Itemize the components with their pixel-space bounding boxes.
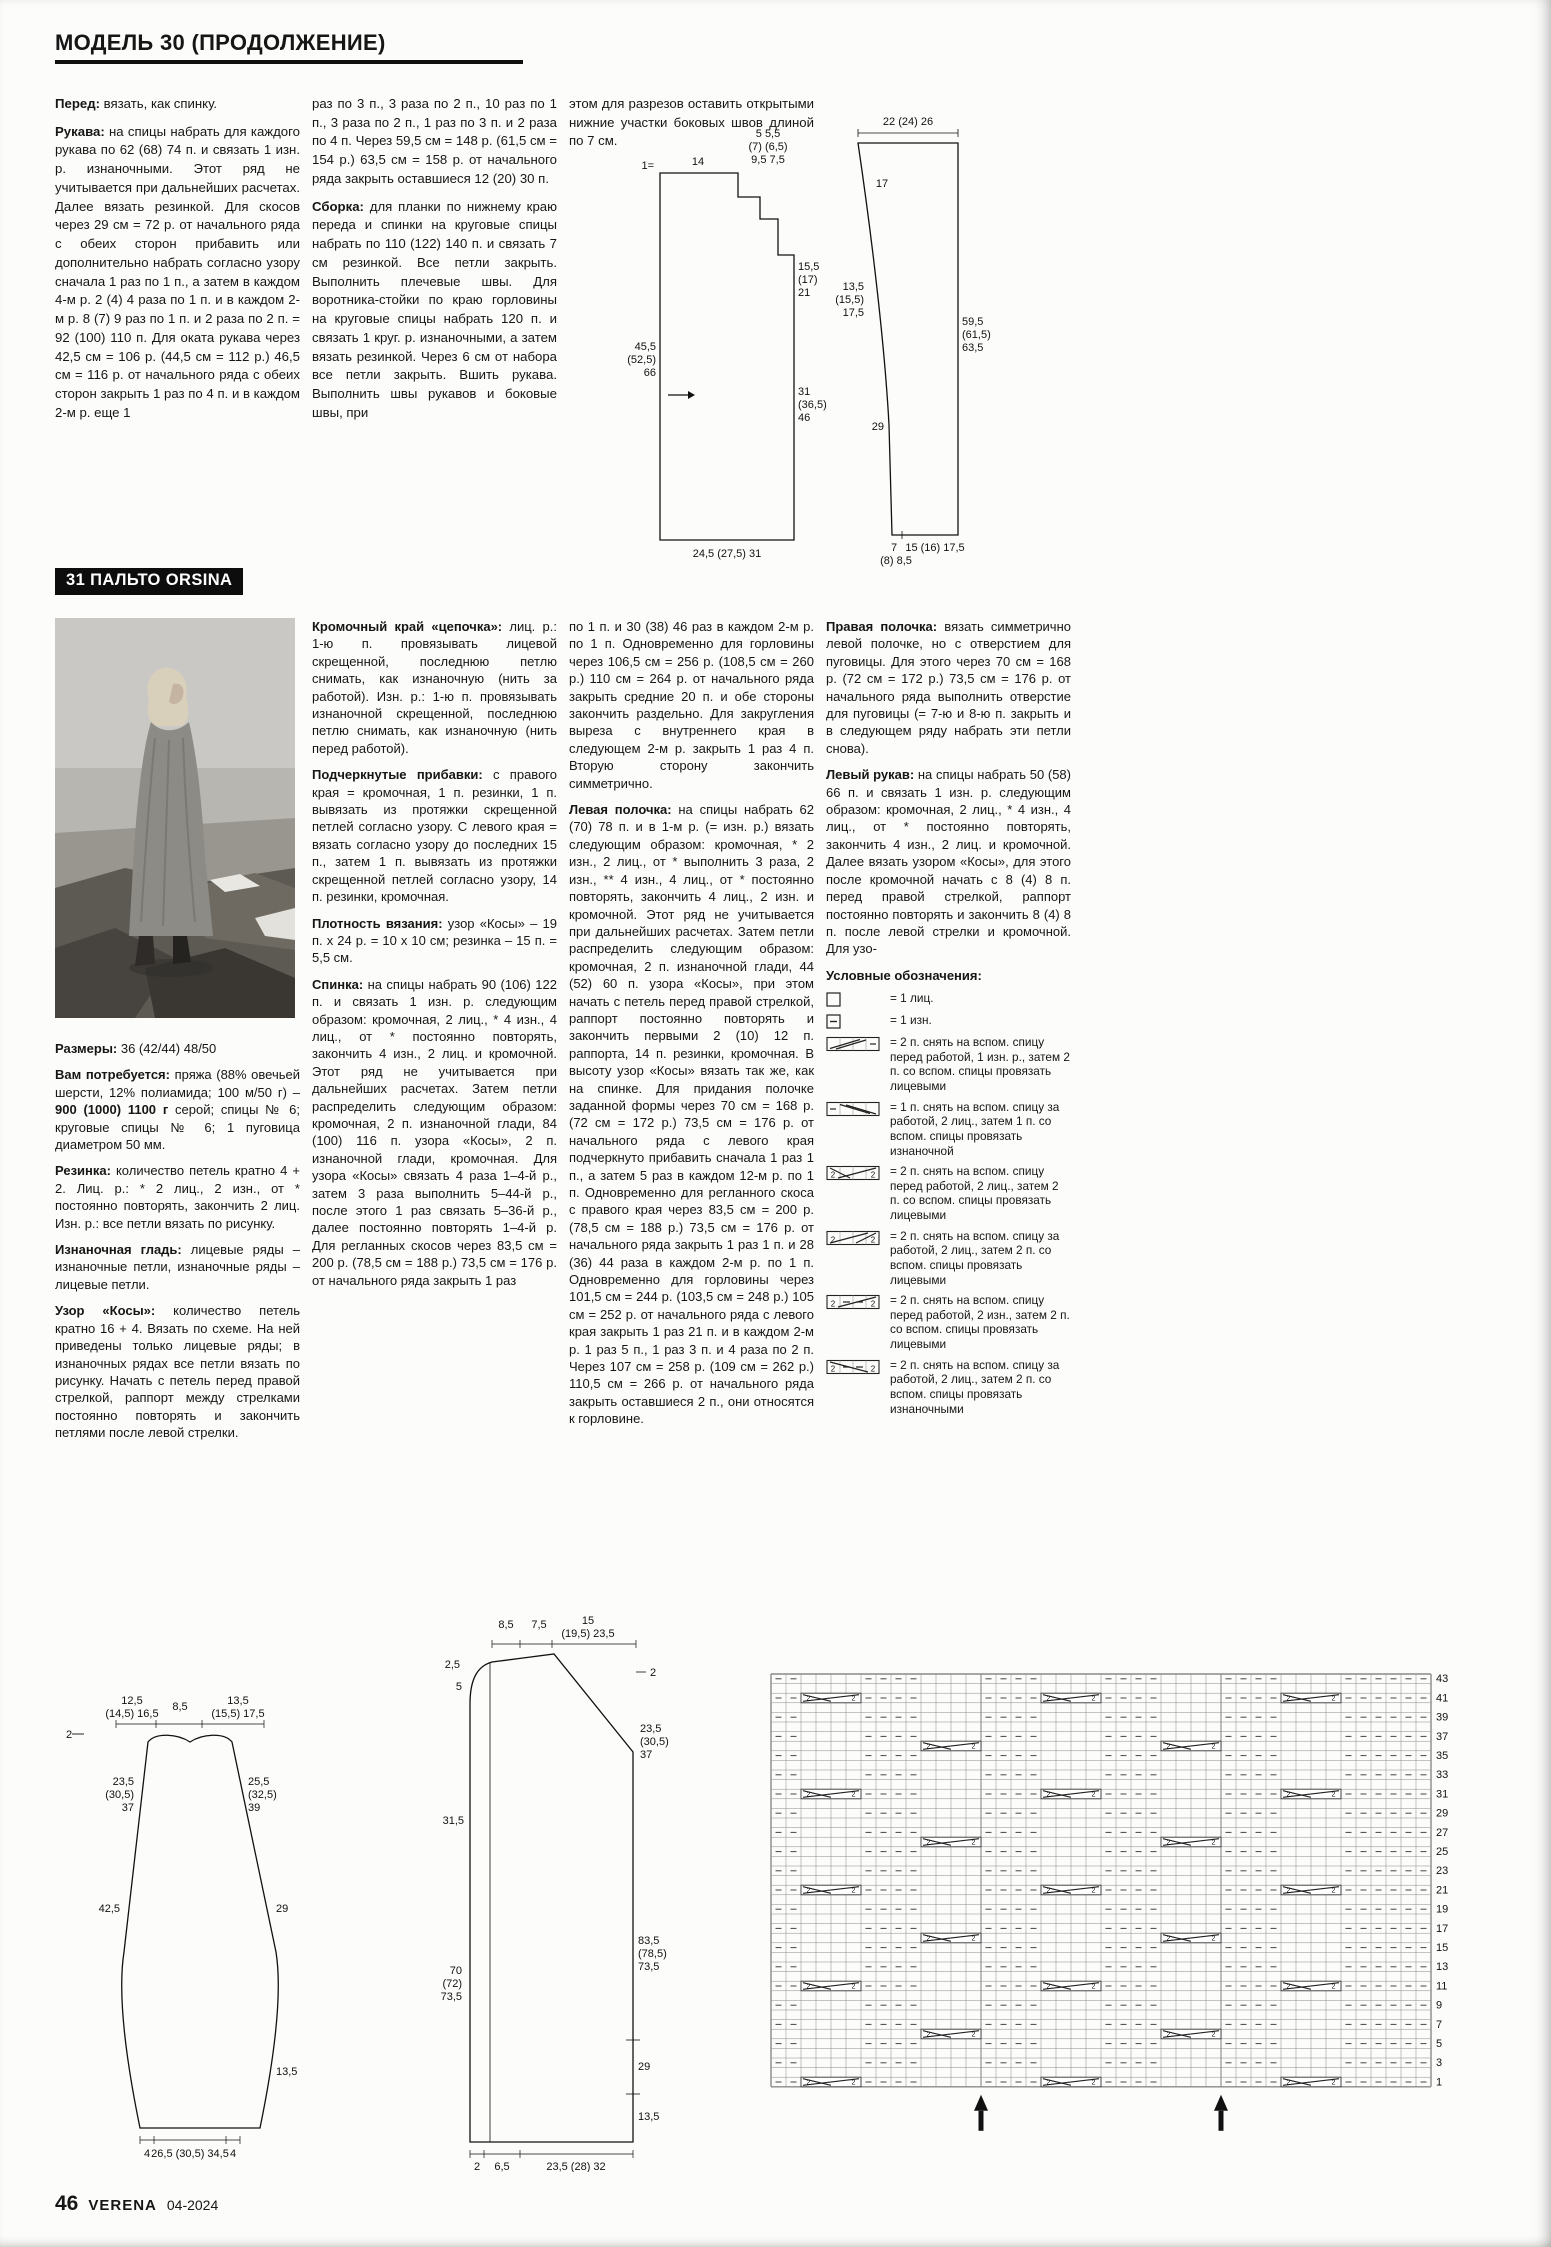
measure-label: 17,5	[842, 307, 864, 319]
svg-text:2: 2	[1286, 2079, 1291, 2087]
svg-text:2: 2	[1046, 1791, 1051, 1799]
measure-label: 5 5,5	[755, 128, 781, 140]
measure-label: 22 (24) 26	[882, 116, 934, 128]
measure-label: 4	[229, 2148, 237, 2160]
svg-text:2: 2	[1046, 1695, 1051, 1703]
model30-column-1	[55, 95, 300, 431]
svg-text:2: 2	[1211, 1839, 1216, 1847]
measure-label: 8,5	[172, 1701, 188, 1713]
svg-text:2: 2	[971, 2031, 976, 2039]
svg-text:2: 2	[971, 1839, 976, 1847]
measure-label: 17	[875, 178, 889, 190]
legend-text: = 2 п. снять на вспом. спицу за работой, 2 лиц., затем 2 п. со вспом. спицы провязать изнаночными	[890, 1357, 1060, 1416]
measure-label: 45,5	[634, 341, 656, 353]
cable-2-2-front-icon	[826, 1164, 884, 1223]
paragraph-label: Кромочный край «цепочка»:	[312, 619, 503, 634]
measure-label: (14,5) 16,5	[105, 1708, 159, 1720]
svg-text:25: 25	[1435, 1845, 1449, 1858]
measure-label: 37	[640, 1749, 653, 1761]
paragraph-text: на спицы набрать для каждого рукава по 62 (68) 74 п. и связать 1 изн. р. изнаночными. Этот ряд не учитывается при дальнейших расчетах. Далее вязать резинкой. Для скосов через 29 см = 72 р. от начального ряда с обеих сторон прибавить или дополнительно набрать согласно узору сначала 1 раз по 1 п., а затем в каждом 4-м р. 2 (4) 4 раза по 1 п. и в каждом 2-м р. 8 (7) 9 раз по 1 п. и 2 раза по 2 п. = 92 (100) 110 п. Для оката рукава через 42,5 см = 106 р. (44,5 см = 112 р.) 46,5 см = 116 р. от начального ряда с обеих сторон закрыть 1 раз по 4 п. и в каждом 2-м р. еще 1	[55, 123, 300, 420]
svg-text:2: 2	[1286, 1983, 1291, 1991]
svg-text:2: 2	[851, 1695, 856, 1703]
measure-label: 23,5	[640, 1723, 662, 1735]
svg-text:2: 2	[806, 1791, 811, 1799]
paragraph	[55, 1040, 300, 1057]
paragraph	[312, 198, 557, 423]
measure-label: 42,5	[98, 1903, 120, 1915]
paragraph-label: Левый рукав:	[826, 767, 915, 783]
measure-label: 59,5	[962, 316, 984, 328]
page-title: МОДЕЛЬ 30 (ПРОДОЛЖЕНИЕ)	[55, 30, 386, 55]
svg-text:2: 2	[1166, 2031, 1171, 2039]
svg-text:21: 21	[1435, 1884, 1449, 1897]
cable-front-purl-icon	[826, 1035, 884, 1094]
svg-text:2: 2	[1046, 1887, 1051, 1895]
paragraph-text: 36 (42/44) 48/50	[117, 1041, 217, 1056]
paragraph	[826, 618, 1071, 757]
svg-text:2: 2	[870, 1364, 876, 1374]
paragraph-text: узор «Косы» – 19 п. х 24 р. = 10 х 10 см; резинка – 15 п. = 5,5 см.	[312, 915, 557, 966]
measure-label: 25,5	[248, 1776, 270, 1788]
orsina-column-3	[569, 618, 814, 1437]
svg-text:2: 2	[851, 1791, 856, 1799]
measure-label: (52,5)	[627, 354, 656, 366]
svg-text:2: 2	[830, 1235, 836, 1245]
svg-text:2: 2	[1331, 1887, 1336, 1895]
measure-label: 15 (16) 17,5	[905, 542, 965, 554]
svg-text:11: 11	[1435, 1980, 1448, 1993]
knitting-chart	[770, 1672, 1466, 2137]
legend-text: = 1 изн.	[890, 1013, 932, 1028]
measure-label: 1=	[641, 160, 654, 172]
svg-text:2: 2	[830, 1364, 836, 1374]
paragraph-text: количество петель кратно 4 + 2. Лиц. р.: * 2 лиц., 2 изн., от * постоянно повторять, закончить 2 лиц. Изн. р.: все петли вязать по рисунку.	[55, 1163, 300, 1231]
paragraph-text: вязать, как спинку.	[99, 96, 218, 111]
svg-text:2: 2	[971, 1743, 976, 1751]
svg-text:2: 2	[1091, 1695, 1096, 1703]
measure-label: (78,5)	[638, 1948, 667, 1960]
svg-text:2: 2	[1211, 1743, 1216, 1751]
cable-2-2-front-purl-icon	[826, 1293, 884, 1352]
measure-label: 14	[691, 156, 705, 168]
paragraph	[55, 1162, 300, 1232]
svg-text:2: 2	[1166, 1935, 1171, 1943]
measure-label: 2	[650, 1667, 657, 1679]
paragraph	[55, 95, 300, 114]
paragraph-text: на спицы набрать 50 (58) 66 п. и связать 1 изн. р. следующим образом: кромочная, 2 лиц., * 4 изн., 4 лиц., от * постоянно повторять, закончить 4 изн., 2 лиц. и кромочной. Далее вязать узором «Косы», для этого после кромочной начать с 8 (4) 8 п. перед правой стрелкой, раппорт постоянно повторять и закончить 8 (4) 8 п. после левой стрелки и кромочной. Для узо-	[826, 767, 1071, 957]
svg-text:2: 2	[971, 1935, 976, 1943]
svg-text:2: 2	[1211, 1935, 1216, 1943]
legend-item	[826, 1293, 1071, 1352]
measure-label: 73,5	[440, 1991, 462, 2003]
paragraph-label: Сборка:	[312, 198, 364, 214]
svg-text:37: 37	[1435, 1730, 1449, 1743]
svg-text:27: 27	[1435, 1826, 1449, 1839]
svg-text:2: 2	[1091, 1983, 1096, 1991]
svg-text:2: 2	[830, 1299, 836, 1309]
legend-text: = 2 п. снять на вспом. спицу перед работой, 2 изн., затем 2 п. со вспом. спицы провязать лицевыми	[890, 1293, 1070, 1351]
legend-text: = 1 п. снять на вспом. спицу за работой, 2 лиц., затем 1 п. со вспом. спицы провязать изнаночной	[890, 1099, 1060, 1158]
paragraph-text: по 1 п. и 30 (38) 46 раз в каждом 2-м р. по 1 п. Одновременно для горловины через 106,5 см = 256 р. (108,5 см = 260 р.) 110 см = 264 р. от начального ряда закрыть средние 20 п. и обе стороны закончить раздельно. Для закругления выреза с внутреннего края в следующем 2-м р. закрыть 1 раз 4 п. Вторую сторону закончить симметрично.	[569, 619, 814, 791]
svg-text:13: 13	[1435, 1961, 1449, 1974]
svg-text:39: 39	[1435, 1711, 1449, 1724]
svg-text:2: 2	[1331, 1695, 1336, 1703]
measure-label: 26,5 (30,5) 34,5	[151, 2148, 229, 2160]
svg-text:2: 2	[1211, 2031, 1216, 2039]
svg-text:7: 7	[1435, 2018, 1443, 2031]
measure-label: (72)	[442, 1978, 462, 1990]
paragraph-text: с правого края = кромочная, 1 п. резинки, 1 п. вывязать из протяжки скрещенной петлей согласно узору. С левого края = вязать согласно узору до последних 15 п., затем 1 п. вывязать из протяжки скрещенной петлей согласно узору, 14 п. резинки, кромочная.	[312, 767, 557, 905]
purl-stitch-icon	[826, 1013, 884, 1029]
svg-text:3: 3	[1435, 2057, 1443, 2070]
svg-text:2: 2	[851, 1983, 856, 1991]
measure-label: 15,5	[798, 261, 820, 273]
measure-label: 8,5	[498, 1619, 514, 1631]
paragraph	[55, 123, 300, 423]
cable-2-2-back-purl-icon	[826, 1358, 884, 1417]
paragraph-bold: 900 (1000) 1100 г	[55, 1102, 169, 1118]
measure-label: (30,5)	[105, 1789, 134, 1801]
section-header: 31 ПАЛЬТО ORSINA	[55, 568, 243, 595]
svg-text:2: 2	[926, 1935, 931, 1943]
paragraph-text: серой; спицы № 6; круговые спицы № 6; 1 пуговица диаметром 50 мм.	[55, 1102, 300, 1153]
svg-text:2: 2	[1046, 2079, 1051, 2087]
legend-text: = 2 п. снять на вспом. спицу за работой, 2 лиц., затем 2 п. со вспом. спицы провязать лицевыми	[890, 1228, 1060, 1287]
paragraph-label: Вам потребуется:	[55, 1067, 170, 1083]
measure-label: 2	[473, 2161, 481, 2172]
svg-text:41: 41	[1435, 1692, 1449, 1705]
model-photo	[55, 618, 295, 1018]
measure-label: 7	[890, 542, 898, 554]
measure-label: 39	[248, 1802, 261, 1814]
measure-label: 83,5	[638, 1935, 660, 1947]
svg-text:2: 2	[830, 1170, 836, 1180]
svg-text:2: 2	[926, 1839, 931, 1847]
direction-arrow-icon	[688, 391, 695, 399]
paragraph-text: лицевые ряды – изнаночные петли, изнаночные ряды – лицевые петли.	[55, 1242, 300, 1292]
legend-item	[826, 991, 1071, 1007]
paragraph-label: Резинка:	[55, 1163, 111, 1179]
paragraph-label: Правая полочка:	[826, 619, 938, 634]
legend-item	[826, 1100, 1071, 1159]
measure-label: (15,5)	[835, 294, 864, 306]
svg-text:15: 15	[1435, 1941, 1449, 1954]
measure-label: (15,5) 17,5	[211, 1708, 265, 1720]
measure-label: 23,5 (28) 32	[546, 2161, 606, 2172]
knit-stitch-icon	[826, 991, 884, 1007]
measure-label: 37	[121, 1802, 134, 1814]
svg-text:2: 2	[1331, 2079, 1336, 2087]
coat-front-schematic	[408, 1612, 688, 2172]
measure-label: 29	[871, 421, 884, 433]
svg-text:2: 2	[1166, 1839, 1171, 1847]
svg-text:2: 2	[1091, 1887, 1096, 1895]
paragraph	[55, 1066, 300, 1153]
measure-label: 24,5 (27,5) 31	[692, 548, 762, 560]
measure-label: (19,5) 23,5	[561, 1628, 615, 1640]
paragraph-label: Левая полочка:	[569, 802, 672, 818]
legend-item	[826, 1035, 1071, 1094]
paragraph	[312, 766, 557, 905]
paragraph-text: для планки по нижнему краю переда и спинки на круговые спицы набрать по 110 (122) 140 п. и связать 7 см резинкой. Все петли закрыть. Выполнить плечевые швы. Для воротника-стойки по краю горловины на круговые спицы набрать 120 п. и связать 1 круг. р. изнаночными, а затем вязать резинкой. Через 6 см от набора все петли закрыть. Вшить рукава. Выполнить швы рукавов и боковые швы, при	[312, 198, 557, 420]
legend-item	[826, 1358, 1071, 1417]
svg-text:2: 2	[1286, 1887, 1291, 1895]
legend-text: = 1 лиц.	[890, 991, 934, 1006]
measure-label: 13,5	[638, 2111, 660, 2123]
legend-item	[826, 1164, 1071, 1223]
paragraph	[312, 915, 557, 967]
measure-label: 15	[581, 1615, 595, 1627]
paragraph	[312, 618, 557, 757]
measure-label: 63,5	[962, 342, 984, 354]
coat-sleeve-schematic	[50, 1690, 330, 2160]
legend-text: = 2 п. снять на вспом. спицу перед работой, 2 лиц., затем 2 п. со вспом. спицы провязать лицевыми	[890, 1164, 1059, 1222]
paragraph	[312, 976, 557, 1289]
measure-label: 6,5	[494, 2161, 510, 2172]
measure-label: 66	[643, 367, 656, 379]
paragraph-text: вязать симметрично левой полочке, но с отверстием для пуговицы. Для этого через 70 см = 168 р. (72 см = 172 р.) 73,5 см = 176 р. от начального ряда выполнить отверстие для пуговицы (= 7-ю и 8-ю п. закрыть и в следующем ряду набрать эти петли снова).	[826, 619, 1071, 756]
measure-label: (7) (6,5)	[748, 141, 788, 153]
footer-brand: VERENA	[88, 2197, 157, 2214]
svg-text:5: 5	[1435, 2037, 1443, 2050]
paragraph-label: Спинка:	[312, 976, 364, 992]
paragraph-text: количество петель кратно 16 + 4. Вязать по схеме. На ней приведены только лицевые ряды; в изнаночных рядах все петли вязать по рисунку. Начать с петель перед правой стрелкой, раппорт между стрелками постоянно повторять и закончить петлями после левой стрелки.	[55, 1303, 300, 1441]
paragraph-label: Узор «Косы»:	[55, 1303, 156, 1319]
svg-text:1: 1	[1435, 2076, 1443, 2089]
svg-text:2: 2	[870, 1170, 876, 1180]
svg-text:2: 2	[851, 2079, 856, 2087]
measure-label: 73,5	[638, 1961, 660, 1973]
svg-text:2: 2	[926, 1743, 931, 1751]
measure-label: (32,5)	[248, 1789, 277, 1801]
schematic-back-piece	[610, 95, 1000, 575]
svg-text:35: 35	[1435, 1749, 1449, 1762]
legend-title: Условные обозначения:	[826, 967, 982, 983]
paragraph	[312, 95, 557, 189]
svg-text:2: 2	[1166, 1743, 1171, 1751]
paragraph-label: Подчеркнутые прибавки:	[312, 767, 483, 783]
measure-label: 2	[66, 1729, 73, 1741]
paragraph-text: на спицы набрать 62 (70) 78 п. и в 1-м р. (= изн. р.) вязать следующим образом: кромочная, * 2 изн., 2 лиц., от * выполнить 3 раза, 2 изн., ** 4 изн., 4 лиц., от * постоянно повторять, закончить 4 лиц., 2 изн. и кромочной. Этот ряд не учитывается при дальнейших расчетах. Затем петли распределить следующим образом: кромочная, 2 п. изнаночной глади, 44 (52) 60 п. узора «Косы», при этом начать с петель перед правой стрелкой, раппорт постоянно повторять и закончить первыми 2 (10) 12 п. раппорта, 14 п. резинки, кромочная. В высоту узор «Косы» вязать так же, как на спинке. Для придания полочке заданной формы через 70 см = 168 р. (72 см = 172 р.) 73,5 см = 176 р. от начального ряда с левого края подчеркнуто прибавить сначала 1 раз 1 п., а затем 5 раз в каждом 12-м р. по 1 п. Одновременно для регланного скоса с правого края через 83,5 см = 200 р. (78,5 см = 188 р.) 73,5 см = 176 р. от начального ряда закрыть 1 раз 1 п. и 28 (36) 44 раза в каждом 2-м р. по 1 п. Одновременно для горловины через 101,5 см = 244 р. (103,5 см = 248 р.) 105 см = 252 р. от начального ряда с левого края закрыть 1 раз 21 п. и в каждом 2-м р. 1 раз 5 п., 1 раз 3 п. и 4 раза по 2 п. Через 107 см = 258 р. (109 см = 262 р.) 110,5 см = 266 р. от начального ряда закрыть оставшиеся 2 п., они относятся к горловине.	[569, 802, 814, 1427]
svg-text:2: 2	[870, 1299, 876, 1309]
footer-page-number: 46	[55, 2192, 79, 2215]
orsina-column-4	[826, 618, 1071, 1422]
measure-label: 13,5	[842, 281, 864, 293]
svg-text:9: 9	[1435, 1999, 1443, 2012]
paragraph-text: на спицы набрать 90 (106) 122 п. и связать 1 изн. р. следующим образом: кромочная, 2 лиц., * 4 изн., 4 лиц., от * постоянно повторять, закончить 4 изн., 2 лиц. и кромочной. Этот ряд не учитывается при дальнейших расчетах. Затем петли распределить следующим образом: кромочная, 2 п. изнаночной глади, 84 (100) 116 п. узора «Косы», 2 п. изнаночной глади, кромочная. Для узора «Косы» связать 4 раза 1–4-й р., затем 3 раза выполнить 5–44-й р., после этого 1 раз связать 5–36-й р., далее постоянно повторять 1–4-й р. Для регланных скосов через 83,5 см = 200 р. (78,5 см = 188 р.) 73,5 см = 176 р. от начального ряда закрыть 1 раз	[312, 976, 557, 1288]
svg-text:2: 2	[851, 1887, 856, 1895]
paragraph-text: пряжа (88% овечьей шерсти, 12% полиамида; 100 м/50 г) –	[55, 1067, 301, 1100]
measure-label: 2,5	[444, 1659, 460, 1671]
paragraph	[55, 1302, 300, 1441]
cable-back-purl-icon	[826, 1100, 884, 1159]
title-rule	[55, 60, 523, 64]
svg-text:23: 23	[1435, 1865, 1449, 1878]
svg-text:2: 2	[806, 1983, 811, 1991]
legend-text: = 2 п. снять на вспом. спицу перед работой, 1 изн. р., затем 2 п. со вспом. спицы провязать лицевыми	[890, 1035, 1070, 1093]
measure-label: 23,5	[112, 1776, 134, 1788]
svg-text:29: 29	[1435, 1807, 1449, 1820]
measure-label: 7,5	[531, 1619, 547, 1631]
measure-label: 70	[449, 1965, 462, 1977]
measure-label: (8) 8,5	[880, 555, 912, 567]
orsina-column-1	[55, 1040, 300, 1451]
svg-text:43: 43	[1435, 1673, 1449, 1686]
svg-text:2: 2	[806, 2079, 811, 2087]
svg-text:33: 33	[1435, 1769, 1449, 1782]
measure-label: 4	[143, 2148, 151, 2160]
orsina-column-2	[312, 618, 557, 1298]
measure-label: 31,5	[442, 1815, 464, 1827]
paragraph-label: Перед:	[55, 96, 100, 111]
paragraph-label: Изнаночная гладь:	[55, 1242, 182, 1258]
measure-label: 5	[455, 1681, 462, 1693]
footer-issue: 04-2024	[166, 2197, 219, 2213]
svg-text:2: 2	[1286, 1791, 1291, 1799]
model30-column-2	[312, 95, 557, 431]
measure-label: 13,5	[276, 2066, 298, 2078]
svg-text:2: 2	[806, 1887, 811, 1895]
paragraph-text: лиц. р.: 1-ю п. провязывать лицевой скрещенной, последнюю петлю снимать, как изнаночную (нить за работой). Изн. р.: 1-ю п. провязывать изнаночной скрещенной, последнюю петлю снимать, как изнаночную (нить перед работой).	[312, 619, 557, 756]
paragraph-label: Плотность вязания:	[312, 915, 443, 931]
svg-text:17: 17	[1435, 1922, 1449, 1935]
measure-label: (61,5)	[962, 329, 991, 341]
legend-item	[826, 1013, 1071, 1029]
paragraph-label: Рукава:	[55, 123, 105, 139]
paragraph	[569, 801, 814, 1428]
paragraph-text: раз по 3 п., 3 раза по 2 п., 10 раз по 1 п., 3 раза по 2 п., 1 раз по 3 п. и 2 раза по 4 п. Через 59,5 см = 148 р. (61,5 см = 154 р.) 63,5 см = 158 р. от начального ряда закрыть оставшиеся 12 (20) 30 п.	[312, 96, 557, 186]
paragraph-label: Размеры:	[55, 1041, 118, 1056]
knitting-chart-grid	[770, 1672, 1466, 2137]
paragraph	[55, 1241, 300, 1293]
measure-label: 29	[276, 1903, 289, 1915]
paragraph	[569, 618, 814, 792]
measure-label: 46	[798, 412, 811, 424]
schematic-sleeve-piece	[835, 116, 991, 567]
cable-2-2-back-icon	[826, 1229, 884, 1288]
measure-label: (30,5)	[640, 1736, 669, 1748]
measure-label: 31	[798, 386, 811, 398]
svg-text:2: 2	[1046, 1983, 1051, 1991]
svg-text:2: 2	[806, 1695, 811, 1703]
svg-text:2: 2	[1331, 1791, 1336, 1799]
measure-label: (17)	[798, 274, 818, 286]
svg-text:2: 2	[1091, 1791, 1096, 1799]
svg-text:2: 2	[1091, 2079, 1096, 2087]
measure-label: 13,5	[227, 1695, 249, 1707]
measure-label: (36,5)	[798, 399, 827, 411]
svg-text:2: 2	[1331, 1983, 1336, 1991]
svg-text:19: 19	[1435, 1903, 1449, 1916]
svg-text:31: 31	[1435, 1788, 1449, 1801]
svg-text:2: 2	[1286, 1695, 1291, 1703]
page-footer	[55, 2192, 218, 2216]
measure-label: 12,5	[121, 1695, 143, 1707]
measure-label: 29	[638, 2061, 651, 2073]
legend-item	[826, 1229, 1071, 1288]
svg-text:2: 2	[926, 2031, 931, 2039]
svg-text:2: 2	[870, 1235, 876, 1245]
paragraph	[826, 766, 1071, 957]
paragraph-text: этом для разрезов оставить открытыми нижние участки боковых швов длиной по 7 см.	[569, 96, 814, 149]
measure-label: 9,5 7,5	[751, 154, 785, 166]
measure-label: 21	[798, 287, 811, 299]
